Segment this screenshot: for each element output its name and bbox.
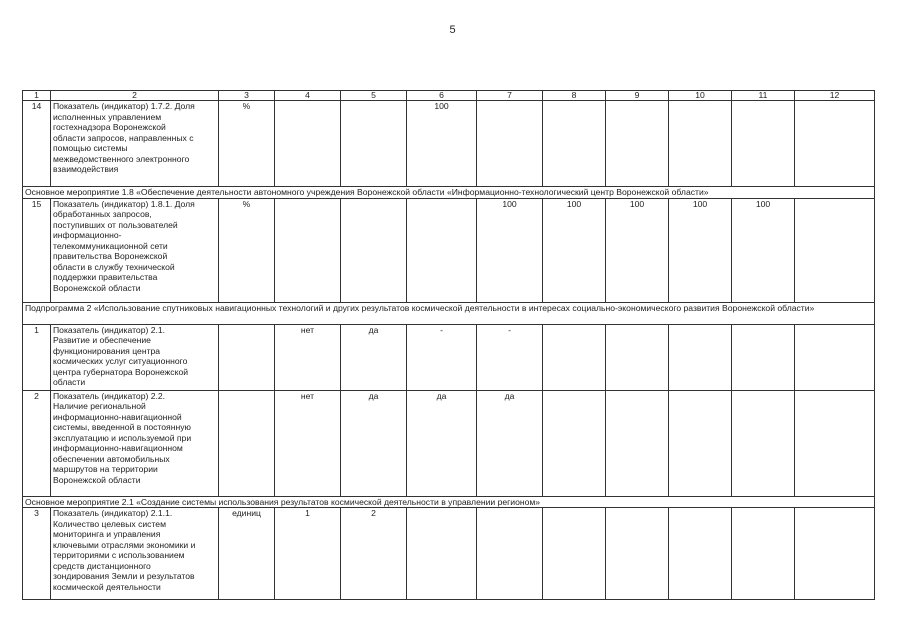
- indicator-description: Показатель (индикатор) 2.1. Развитие и обеспечение функционирования центра космических услуг ситуационного центра губернатора Воронежской области: [51, 324, 219, 390]
- unit-cell: единиц: [219, 508, 275, 600]
- indicator-description: Показатель (индикатор) 2.1.1. Количество целевых систем мониторинга и управления ключевыми отраслями экономики и территориями с использованием средств дистанционного зондирования Земли и результатов космической деятельности: [51, 508, 219, 600]
- row-number: 1: [23, 324, 51, 390]
- column-header: 8: [543, 91, 606, 101]
- section-title: Основное мероприятие 1.8 «Обеспечение деятельности автономного учреждения Воронежской области «Информационно-технологический центр Воронежской области»: [23, 187, 875, 199]
- column-header: 11: [732, 91, 795, 101]
- row-number: 2: [23, 390, 51, 496]
- indicator-table: [22, 90, 875, 600]
- unit-cell: [219, 390, 275, 496]
- value-cell: -: [407, 324, 477, 390]
- value-cell: [606, 508, 669, 600]
- value-cell: 2: [341, 508, 407, 600]
- column-header: 10: [669, 91, 732, 101]
- indicator-row: [23, 324, 875, 390]
- section-title: Основное мероприятие 2.1 «Создание системы использования результатов космической деятельности в управлении регионом»: [23, 496, 875, 508]
- row-number: 3: [23, 508, 51, 600]
- section-title: Подпрограмма 2 «Использование спутниковых навигационных технологий и других результатов космической деятельности в интересах социально-экономического развития Воронежской области»: [23, 302, 875, 324]
- column-header: 4: [275, 91, 341, 101]
- value-cell: нет: [275, 324, 341, 390]
- value-cell: да: [341, 390, 407, 496]
- value-cell: [669, 101, 732, 187]
- value-cell: [543, 324, 606, 390]
- value-cell: да: [341, 324, 407, 390]
- value-cell: [275, 101, 341, 187]
- section-row: [23, 496, 875, 508]
- column-header: 5: [341, 91, 407, 101]
- value-cell: [543, 508, 606, 600]
- value-cell: [795, 508, 875, 600]
- indicator-description: Показатель (индикатор) 1.8.1. Доля обработанных запросов, поступивших от пользователей информационно- телекоммуникационной сети правительства Воронежской области в службу технической поддержки правительства Воронежской области: [51, 198, 219, 302]
- value-cell: 100: [543, 198, 606, 302]
- unit-cell: %: [219, 198, 275, 302]
- value-cell: [606, 101, 669, 187]
- value-cell: 100: [732, 198, 795, 302]
- value-cell: [477, 508, 543, 600]
- value-cell: [275, 198, 341, 302]
- value-cell: [795, 324, 875, 390]
- row-number: 15: [23, 198, 51, 302]
- value-cell: [795, 390, 875, 496]
- value-cell: [669, 390, 732, 496]
- indicator-description: Показатель (индикатор) 2.2. Наличие региональной информационно-навигационной системы, введенной в постоянную эксплуатацию и используемой при информационно-навигационном обеспечении автомобильных маршрутов на территории Воронежской области: [51, 390, 219, 496]
- value-cell: [732, 390, 795, 496]
- value-cell: [543, 101, 606, 187]
- value-cell: да: [477, 390, 543, 496]
- value-cell: [341, 198, 407, 302]
- value-cell: [732, 101, 795, 187]
- value-cell: [795, 198, 875, 302]
- column-header: 12: [795, 91, 875, 101]
- column-header: 6: [407, 91, 477, 101]
- value-cell: [795, 101, 875, 187]
- value-cell: 1: [275, 508, 341, 600]
- column-header-row: [23, 91, 875, 101]
- column-header: 7: [477, 91, 543, 101]
- value-cell: [732, 324, 795, 390]
- value-cell: 100: [477, 198, 543, 302]
- value-cell: нет: [275, 390, 341, 496]
- value-cell: -: [477, 324, 543, 390]
- section-row: [23, 302, 875, 324]
- column-header: 2: [51, 91, 219, 101]
- indicator-description: Показатель (индикатор) 1.7.2. Доля исполненных управлением гостехнадзора Воронежской области запросов, направленных с помощью системы межведомственного электронного взаимодействия: [51, 101, 219, 187]
- column-header: 1: [23, 91, 51, 101]
- page-number: 5: [449, 24, 456, 36]
- section-row: [23, 187, 875, 199]
- value-cell: [669, 324, 732, 390]
- value-cell: 100: [407, 101, 477, 187]
- column-header: 3: [219, 91, 275, 101]
- indicator-row: [23, 508, 875, 600]
- indicator-row: [23, 198, 875, 302]
- unit-cell: %: [219, 101, 275, 187]
- column-header: 9: [606, 91, 669, 101]
- value-cell: [669, 508, 732, 600]
- value-cell: [606, 390, 669, 496]
- table-body: [23, 91, 875, 600]
- value-cell: 100: [669, 198, 732, 302]
- value-cell: [407, 198, 477, 302]
- value-cell: [606, 324, 669, 390]
- value-cell: [477, 101, 543, 187]
- indicator-row: [23, 390, 875, 496]
- value-cell: да: [407, 390, 477, 496]
- unit-cell: [219, 324, 275, 390]
- value-cell: [543, 390, 606, 496]
- value-cell: [407, 508, 477, 600]
- row-number: 14: [23, 101, 51, 187]
- value-cell: 100: [606, 198, 669, 302]
- value-cell: [341, 101, 407, 187]
- indicator-row: [23, 101, 875, 187]
- value-cell: [732, 508, 795, 600]
